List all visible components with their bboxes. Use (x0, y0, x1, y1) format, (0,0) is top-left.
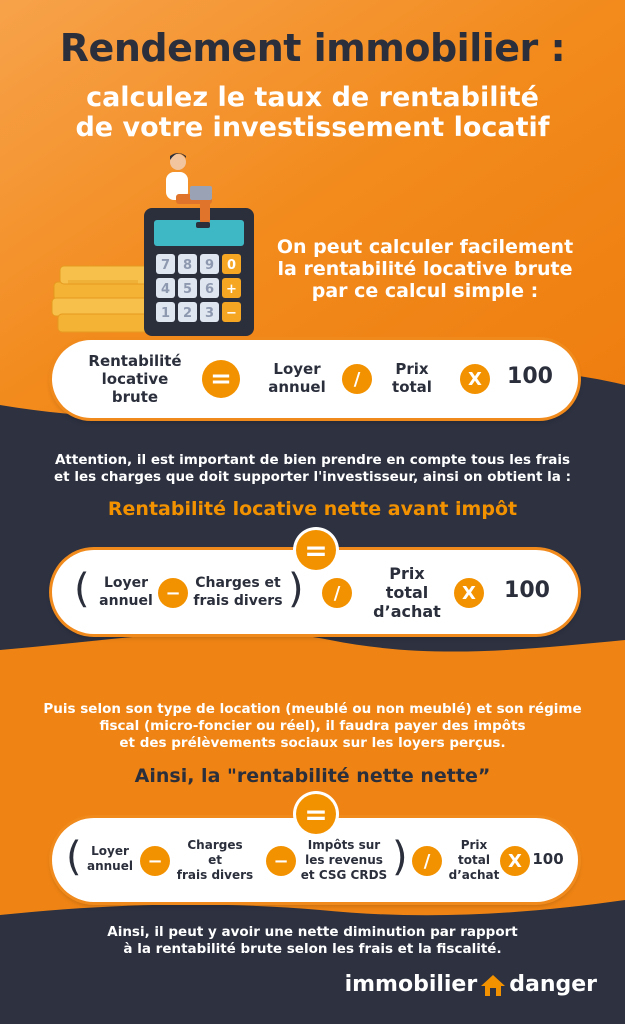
purchase-price-line-3: d’achat (373, 602, 441, 621)
annual-rent-label-2 (92, 574, 160, 610)
calculator-key-label: 7 (160, 258, 171, 273)
type-line-1: Puis selon son type de location (meublé ou non meublé) et son régime (43, 701, 582, 717)
equals-badge-2: = (296, 530, 336, 570)
charges-line-1: Charges et (195, 575, 281, 591)
equals-icon: = (202, 360, 240, 398)
purchase-price-label-3 (444, 838, 504, 883)
brand-logo (345, 972, 597, 997)
annual-rent-2-line-1: Loyer (103, 575, 149, 591)
conclusion-line-2: à la rentabilité brute selon les frais et la fiscalité. (123, 941, 502, 957)
calculator-key-label: 2 (182, 306, 193, 321)
conclusion-line-1: Ainsi, il peut y avoir une nette diminution par rapport (107, 924, 518, 940)
gross-yield-line-3: brute (111, 388, 159, 406)
divide-icon: / (342, 364, 372, 394)
intro-line-3: par ce calcul simple : (311, 280, 539, 302)
purchase-price-line-2: total (385, 583, 429, 602)
attention-line-2: et les charges que doit supporter l'investisseur, ainsi on obtient la : (54, 469, 571, 485)
logo-text-right: danger (509, 972, 597, 997)
purchase-price-3-line-3: d’achat (448, 868, 500, 882)
open-paren: ( (74, 566, 90, 612)
net-net-heading: Ainsi, la "rentabilité nette nette” (134, 765, 491, 787)
charges-3-line-3: frais divers (176, 868, 254, 882)
total-price-line-1: Prix (395, 360, 429, 378)
taxes-label (296, 838, 392, 883)
annual-rent-3-line-2: annuel (87, 859, 133, 873)
charges-line-2: frais divers (193, 593, 283, 609)
charges-label-3 (170, 838, 260, 883)
multiply-icon-2: X (454, 578, 484, 608)
gross-yield-label (70, 352, 200, 406)
factor-100: 100 (507, 364, 553, 389)
factor-100-2: 100 (504, 578, 550, 603)
intro-line-1: On peut calculer facilement (276, 236, 574, 258)
type-line-3: et des prélèvements sociaux sur les loyers perçus. (119, 735, 506, 751)
gross-yield-line-2: locative (101, 370, 169, 388)
multiply-icon: X (460, 364, 490, 394)
house-icon (479, 973, 507, 997)
annual-rent-3-line-1: Loyer (91, 844, 129, 858)
subtitle-line-1: calculez le taux de rentabilité (86, 82, 539, 113)
annual-rent-2-line-2: annuel (99, 593, 153, 609)
calculator-key-label: − (226, 306, 237, 321)
minus-icon-3b: − (266, 846, 296, 876)
divide-icon-2: / (322, 578, 352, 608)
charges-label (190, 574, 286, 610)
factor-100-3: 100 (532, 850, 564, 868)
intro-line-2: la rentabilité locative brute (277, 258, 573, 280)
total-price-label (382, 360, 442, 396)
gross-yield-line-1: Rentabilité (88, 352, 182, 370)
subtitle-line-2: de votre investissement locatif (75, 112, 550, 143)
formula-gross-yield (52, 340, 578, 418)
attention-line-1: Attention, il est important de bien prendre en compte tous les frais (54, 452, 571, 468)
charges-3-line-2: et (208, 853, 222, 867)
calculator-key-label: 0 (226, 258, 237, 273)
annual-rent-label-3 (84, 844, 136, 874)
calculator-key-label: 3 (204, 306, 215, 321)
minus-icon-3a: − (140, 846, 170, 876)
taxes-line-2: les revenus (305, 853, 383, 867)
purchase-price-label (362, 564, 452, 621)
purchase-price-line-1: Prix (389, 564, 425, 583)
taxes-line-3: et CSG CRDS (300, 868, 388, 882)
taxes-line-1: Impôts sur (307, 838, 381, 852)
minus-icon: − (158, 578, 188, 608)
purchase-price-3-line-1: Prix (460, 838, 488, 852)
calculator-key-label: 9 (204, 258, 215, 273)
calculator-key-label: 6 (204, 282, 215, 297)
net-yield-heading: Rentabilité locative nette avant impôt (107, 498, 518, 520)
equals-badge-3: = (296, 794, 336, 834)
close-paren: ) (288, 566, 304, 612)
calculator-key-label: 5 (182, 282, 193, 297)
annual-rent-line-1: Loyer (273, 360, 321, 378)
calculator-illustration (48, 150, 263, 340)
total-price-line-2: total (392, 378, 432, 396)
calculator-key-label: + (226, 282, 237, 297)
calculator-key-label: 8 (182, 258, 193, 273)
divide-icon-3: / (412, 846, 442, 876)
type-line-2: fiscal (micro-foncier ou réel), il faudra payer des impôts (99, 718, 526, 734)
annual-rent-line-2: annuel (268, 378, 326, 396)
annual-rent-label (252, 360, 342, 396)
calculator-key-label: 1 (160, 306, 171, 321)
calculator-key-label: 4 (160, 282, 171, 297)
page-title: Rendement immobilier : (59, 26, 566, 70)
logo-text-left: immobilier (344, 972, 478, 997)
purchase-price-3-line-2: total (458, 853, 490, 867)
multiply-icon-3: X (500, 846, 530, 876)
open-paren-3: ( (66, 834, 82, 880)
close-paren-3: ) (392, 834, 408, 880)
charges-3-line-1: Charges (187, 838, 243, 852)
